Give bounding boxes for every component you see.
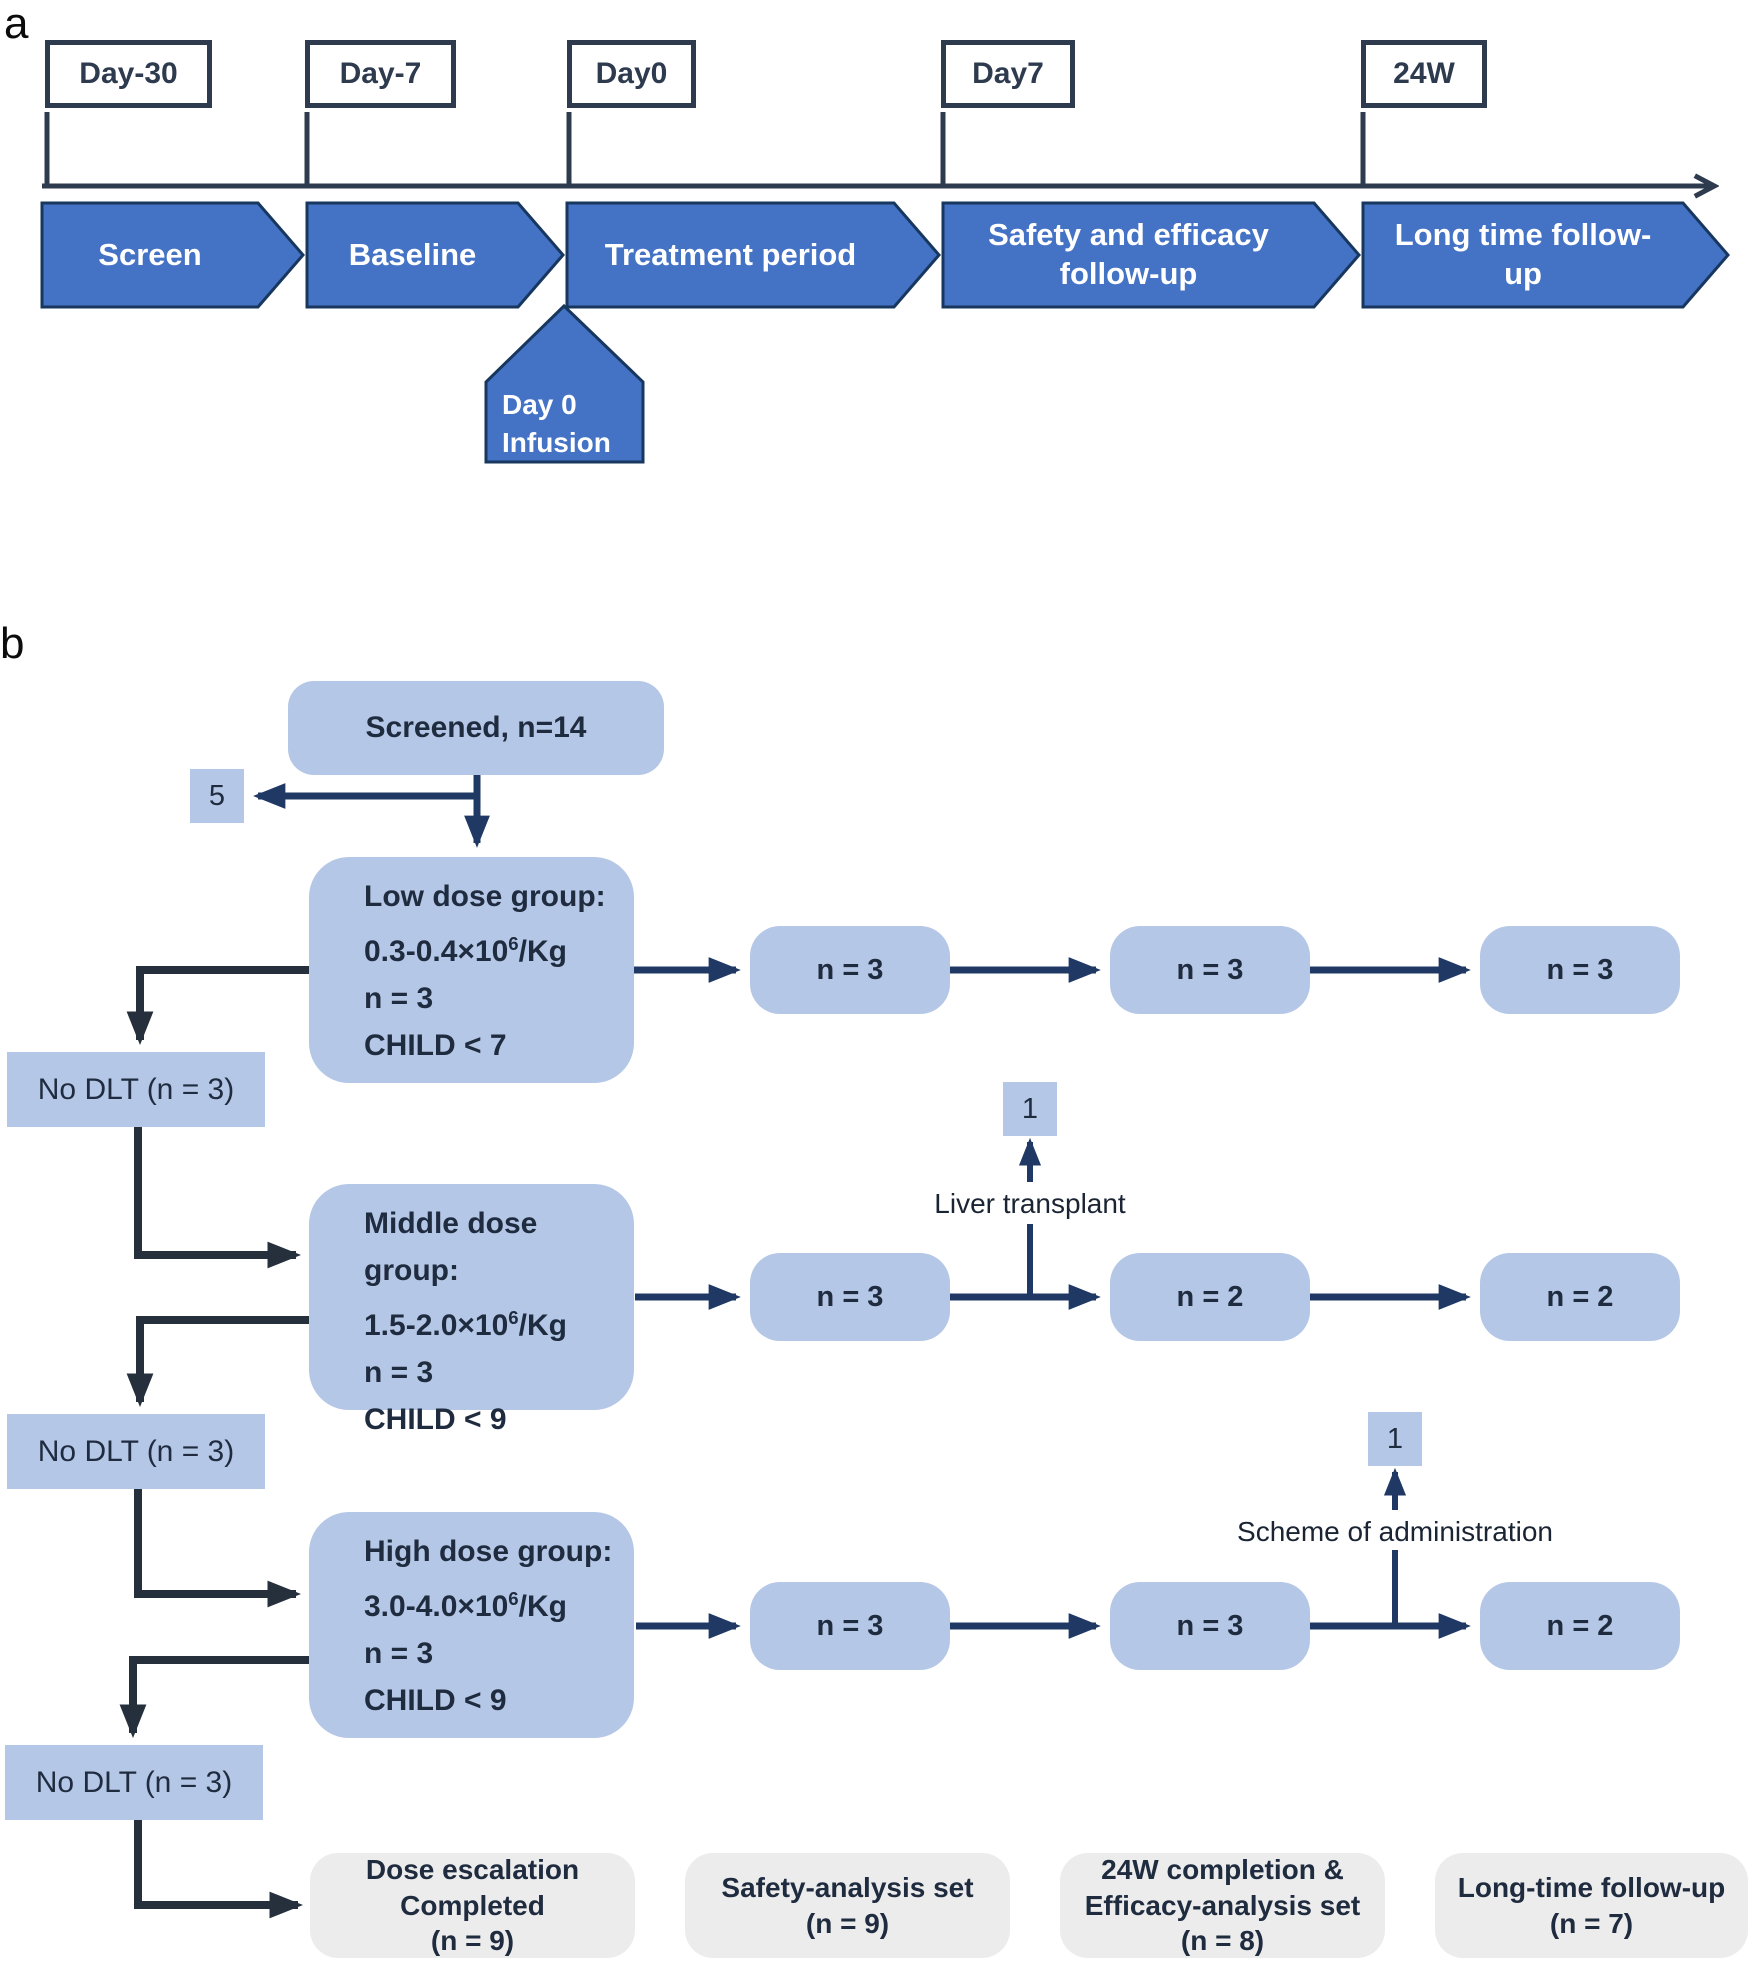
- flag-day-7: [305, 40, 456, 108]
- nodlt2-to-high: [138, 1489, 296, 1594]
- flag-day0-label: Day0: [595, 57, 668, 90]
- excluded-count-box: 5: [190, 769, 244, 823]
- phase-screen-label: Screen: [98, 236, 202, 272]
- flag-24w-label: 24W: [1393, 57, 1455, 90]
- dose-box-high: [309, 1512, 634, 1738]
- chain-box-high-1: n = 3: [750, 1582, 950, 1670]
- dose-box-high-dose: $3.0-4.0\times 10^6/Kg$: [364, 1588, 567, 1623]
- flag-day-30-label: Day-30: [79, 57, 178, 90]
- phase-arrow-safety: [943, 203, 1359, 307]
- dose-box-high-title: High dose group:: [364, 1535, 613, 1568]
- dose-box-middle-child: CHILD < 9: [364, 1403, 507, 1436]
- chain-box-high-3: n = 2: [1480, 1582, 1680, 1670]
- dose-box-middle-n: n = 3: [364, 1356, 434, 1389]
- phase-arrows: [42, 203, 1728, 307]
- flag-day7-label: Day7: [972, 57, 1044, 90]
- phase-treatment-label: Treatment period: [604, 236, 857, 272]
- phase-safety-label: Safety and efficacy follow-up: [988, 217, 1269, 291]
- dose-box-low: [309, 857, 634, 1083]
- no-dlt-box-2: No DLT (n = 3): [7, 1414, 265, 1489]
- nodlt3-to-final: [138, 1820, 298, 1905]
- flag-day0: [567, 40, 696, 108]
- high-to-nodlt3: [133, 1660, 309, 1733]
- dose-box-low-n: n = 3: [364, 982, 434, 1015]
- no-dlt-box-1: No DLT (n = 3): [7, 1052, 265, 1127]
- chain-box-middle-3: n = 2: [1480, 1253, 1680, 1341]
- phase-arrow-treatment: [567, 203, 939, 307]
- dropout1-count-box: 1: [1003, 1082, 1057, 1136]
- chain-box-low-3: n = 3: [1480, 926, 1680, 1014]
- flag-24w: [1361, 40, 1487, 108]
- final-box-safety-set: Safety-analysis set (n = 9): [685, 1853, 1010, 1958]
- chain-box-high-2: n = 3: [1110, 1582, 1310, 1670]
- dose-box-low-child: CHILD < 7: [364, 1029, 507, 1062]
- dose-box-middle: [309, 1184, 634, 1436]
- final-box-24w-efficacy-set: 24W completion & Efficacy-analysis set (n = 8): [1060, 1853, 1385, 1958]
- dose-box-low-dose: $0.3-0.4\times 10^6/Kg$: [364, 933, 567, 968]
- dose-box-high-n: n = 3: [364, 1637, 434, 1670]
- dropout2-count-box: 1: [1368, 1412, 1422, 1466]
- screened-box: Screened, n=14: [288, 681, 664, 775]
- chain-box-middle-1: n = 3: [750, 1253, 950, 1341]
- chain-box-middle-2: n = 2: [1110, 1253, 1310, 1341]
- dose-box-middle-dose: $1.5-2.0\times 10^6/Kg$: [364, 1307, 567, 1342]
- flag-day-30: [45, 40, 212, 108]
- flag-day-7-label: Day-7: [339, 57, 422, 90]
- middle-to-nodlt2: [140, 1320, 309, 1402]
- phase-longterm-label: Long time follow- up: [1394, 217, 1652, 291]
- phase-arrow-baseline: [307, 203, 563, 307]
- dose-box-low-title: Low dose group:: [364, 880, 606, 913]
- phase-arrow-screen: [42, 203, 303, 307]
- dropout2-label: Scheme of administration: [1237, 1516, 1553, 1547]
- final-box-dose-escalation: Dose escalation Completed (n = 9): [310, 1853, 635, 1958]
- dose-box-high-child: CHILD < 9: [364, 1684, 507, 1717]
- chain-box-low-1: n = 3: [750, 926, 950, 1014]
- flag-day7: [941, 40, 1075, 108]
- dose-box-middle-title: Middle dose group:: [364, 1207, 538, 1287]
- phase-arrow-longterm: [1363, 203, 1728, 307]
- phase-baseline-label: Baseline: [348, 236, 477, 272]
- panel-b-label: b: [0, 619, 25, 668]
- infusion-callout-label: Day 0 Infusion: [502, 389, 611, 458]
- panel-a-label: a: [4, 0, 29, 48]
- low-to-nodlt1: [140, 970, 309, 1040]
- chain-box-low-2: n = 3: [1110, 926, 1310, 1014]
- flag-poles: [47, 112, 1363, 188]
- dropout1-label: Liver transplant: [934, 1188, 1126, 1219]
- nodlt1-to-middle: [138, 1127, 296, 1255]
- final-box-longtime-followup: Long-time follow-up (n = 7): [1435, 1853, 1748, 1958]
- no-dlt-box-3: No DLT (n = 3): [5, 1745, 263, 1820]
